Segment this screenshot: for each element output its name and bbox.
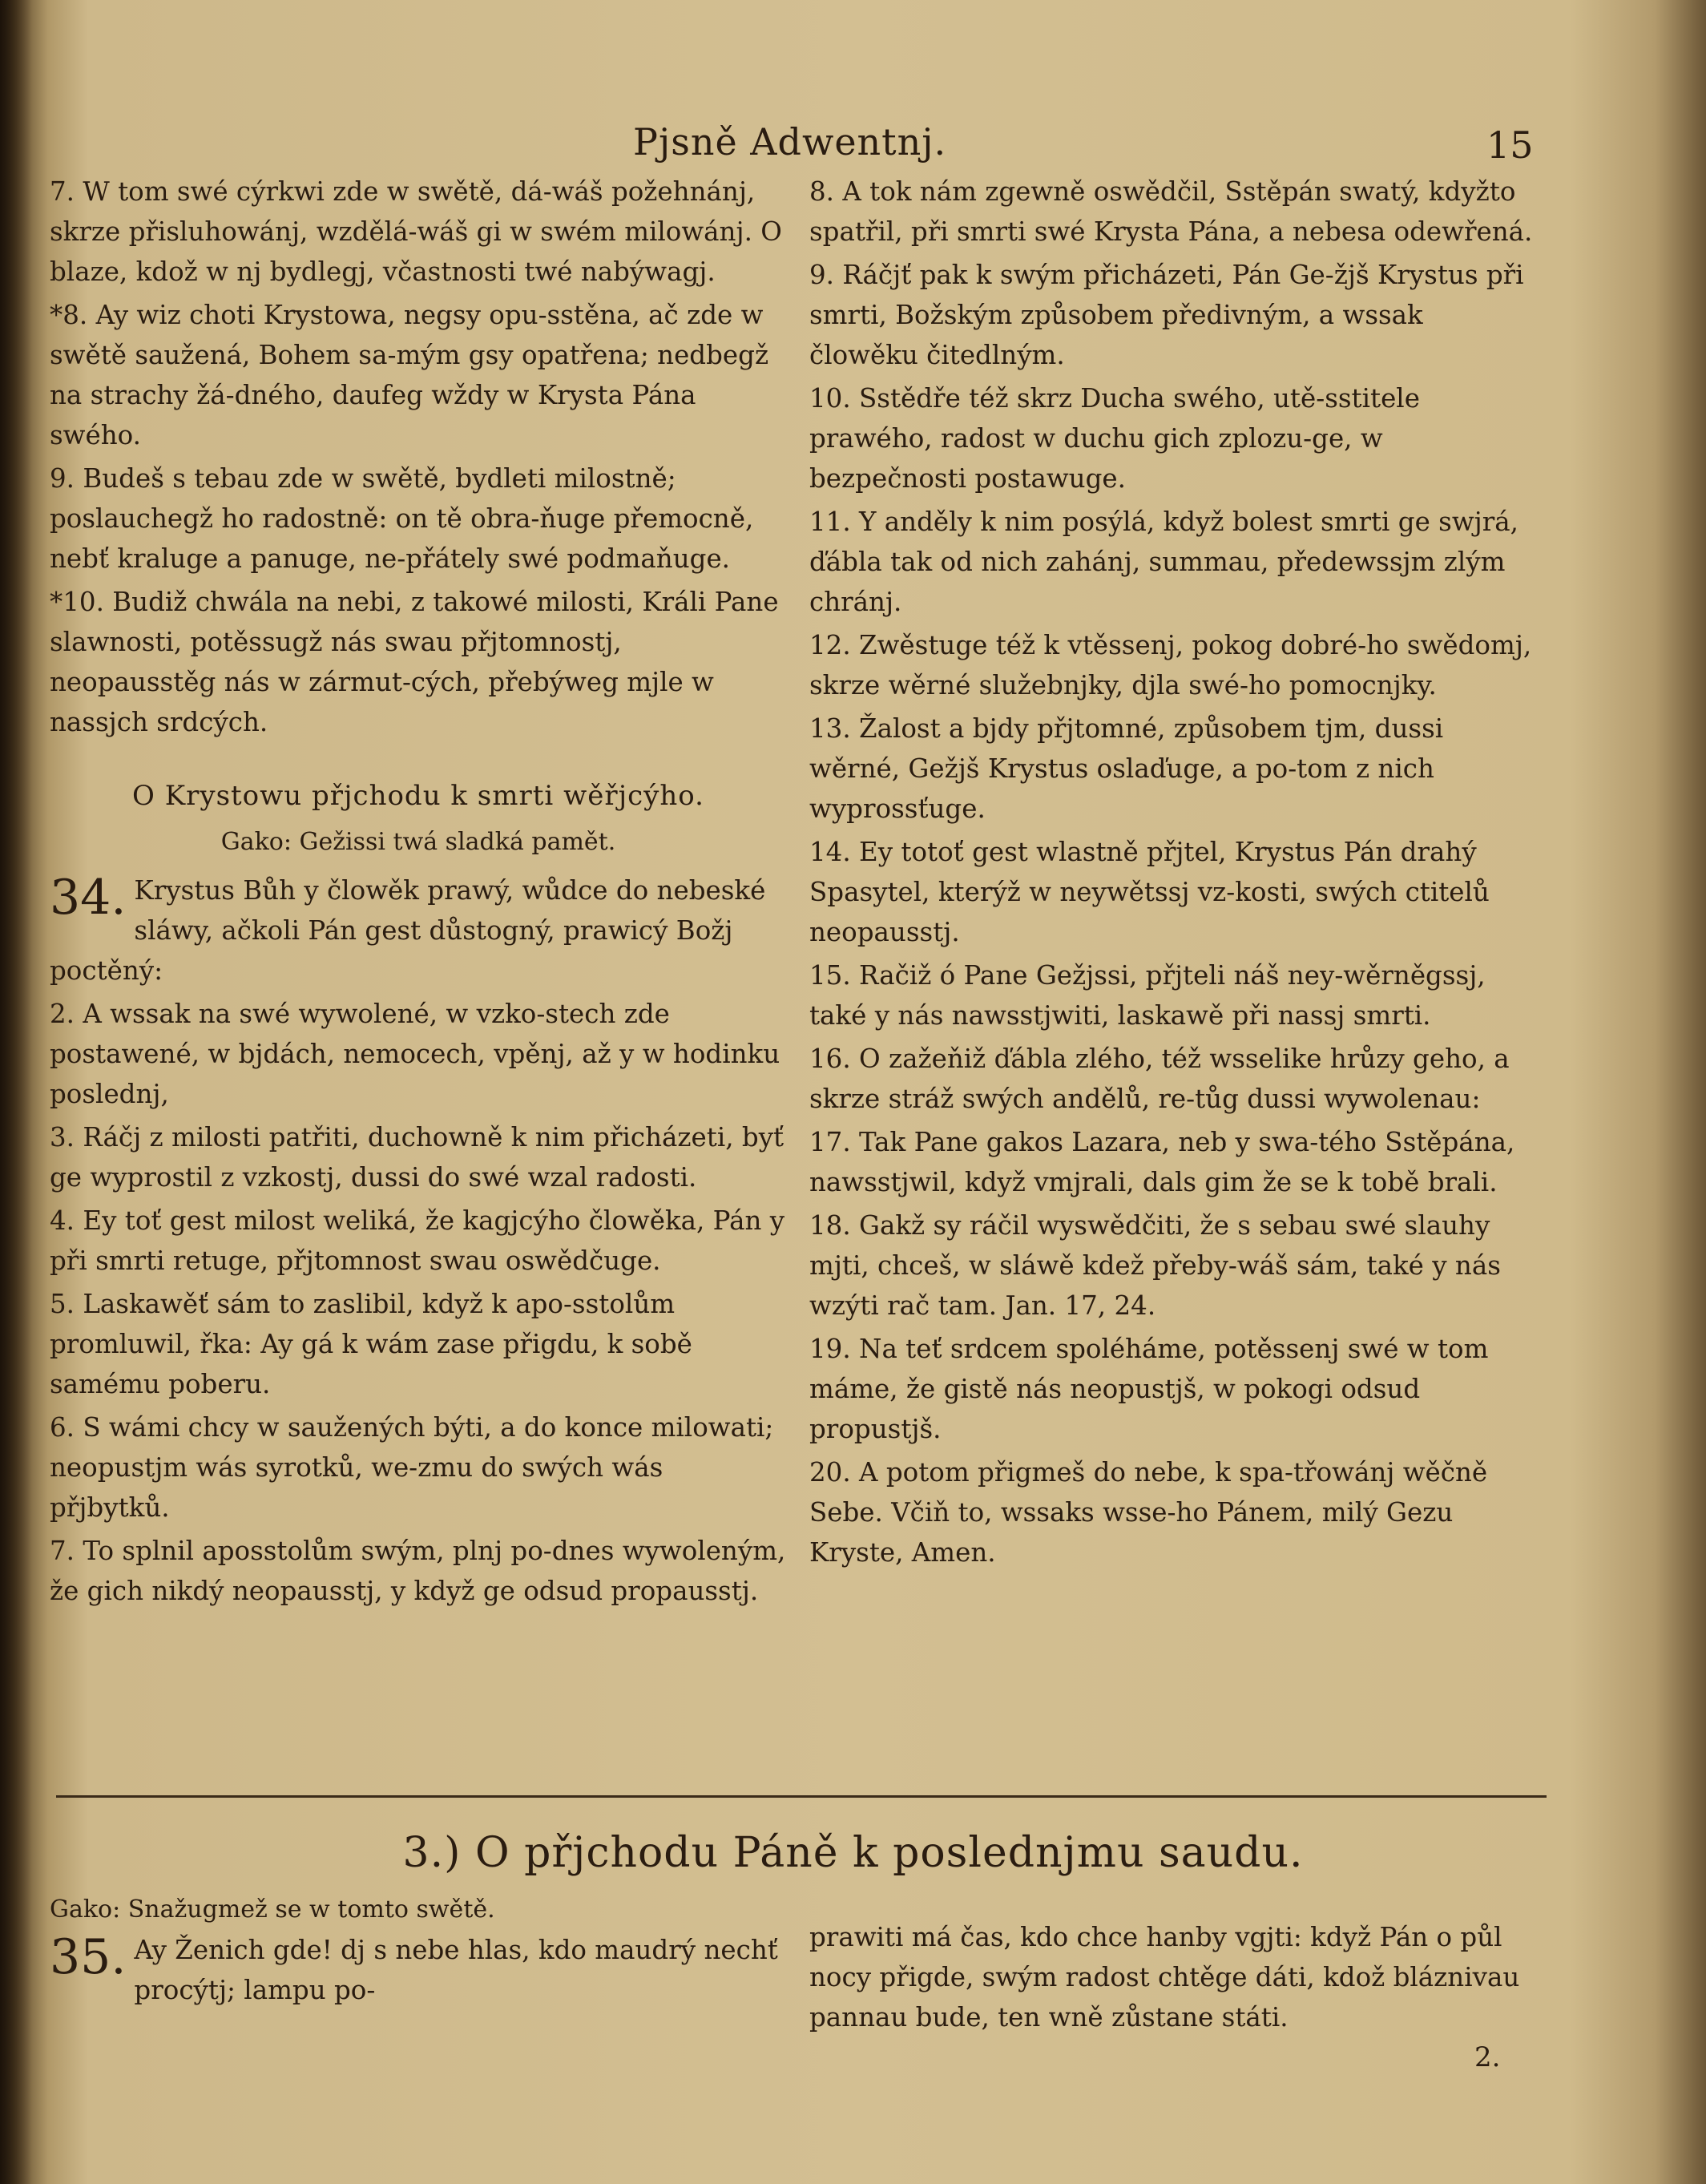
hymn-34-verse-14: 14. Ey totoť gest wlastně přjtel, Krystus Pán drahý Spasytel, kterýž w neywětssj vz-kosti, swých ctitelů neopausstj.	[809, 837, 1490, 947]
verse-7-left: 7. W tom swé cýrkwi zde w swětě, dá-wáš požehnánj, skrze přisluhowánj, wzdělá-wáš gi w swém milowánj. O blaze, kdož w nj bydlegj, včastnosti twé nabýwagj.	[50, 176, 782, 287]
hymn-34-verse-12: 12. Zwěstuge též k vtěssenj, pokog dobré-ho swědomj, skrze wěrné služebnjky, djla swé-ho pomocnjky.	[809, 630, 1532, 700]
hymn-34-verse-17: 17. Tak Pane gakos Lazara, neb y swa-tého Sstěpána, nawsstjwil, když vmjrali, dals gim že se k tobě brali.	[809, 1127, 1515, 1197]
left-column	[50, 172, 787, 1614]
hymn-34-verse-15: 15. Račiž ó Pane Gežjssi, přjteli náš ney-wěrněgssj, také y nás nawsstjwiti, laskawě při nassj smrti.	[809, 960, 1486, 1031]
hymn-34-start	[50, 870, 787, 991]
hymn-34-verse-2: 2. A wssak na swé wywolené, w vzko-stech zde postawené, w bjdách, nemocech, vpěnj, až y w hodinku poslednj,	[50, 999, 780, 1109]
hymn-34-verse-13: 13. Žalost a bjdy přjtomné, způsobem tjm, dussi wěrné, Gežjš Krystus oslaďuge, a po-tom z nich wyprossťuge.	[809, 713, 1444, 824]
hymn-35-verse-1-part-1: Ay Ženich gde! dj s nebe hlas, kdo maudrý nechť procýtj; lampu po-	[134, 1935, 778, 2005]
hymn-34-verse-8: 8. A tok nám zgewně oswědčil, Sstěpán swatý, kdyžto spatřil, při smrti swé Krysta Pána, a nebesa odewřená.	[809, 176, 1533, 247]
hymn-34-verse-5: 5. Laskawěť sám to zaslibil, když k apo-sstolům promluwil, řka: Ay gá k wám zase přigdu, k sobě samému poberu.	[50, 1289, 692, 1399]
hymn-34-verse-4: 4. Ey toť gest milost weliká, že kagjcýho člowěka, Pán y při smrti retuge, přjtomnost swau oswědčuge.	[50, 1205, 785, 1276]
verse-9-left: 9. Budeš s tebau zde w swětě, bydleti milostně; poslauchegž ho radostně: on tě obra-ňuge přemocně, nebť kraluge a panuge, ne-přátely swé podmaňuge.	[50, 463, 754, 574]
hymn-34-verse-7: 7. To splnil aposstolům swým, plnj po-dnes wywoleným, že gich nikdý neopausstj, y když ge odsud propausstj.	[50, 1536, 786, 1606]
hymn-34-verse-6: 6. S wámi chcy w saužených býti, a do konce milowati; neopustjm wás syrotků, we-zmu do swých wás přjbytků.	[50, 1412, 774, 1523]
hymn-35-start	[50, 1930, 787, 2010]
hymn-34-verse-18: 18. Gakž sy ráčil wyswědčiti, že s sebau swé slauhy mjti, chceš, w sláwě kdež přeby-wáš sám, také y nás wzýti rač tam. Jan. 17, 24.	[809, 1210, 1501, 1321]
tune-35: Gako: Snažugmež se w tomto swětě.	[50, 1895, 495, 1924]
page-header	[0, 120, 1706, 176]
hymn-34-verse-11: 11. Y anděly k nim posýlá, když bolest smrti ge swjrá, ďábla tak od nich zahánj, summau, předewssjm zlým chránj.	[809, 507, 1518, 617]
page-number: 15	[1486, 123, 1534, 167]
hymn-34-verse-20: 20. A potom přigmeš do nebe, k spa-třowánj wěčně Sebe. Včiň to, wssaks wsse-ho Pánem, milý Gezu Kryste, Amen.	[809, 1457, 1488, 1568]
tune-34: Gako: Gežissi twá sladká pamět.	[220, 828, 616, 856]
running-title: Pjsně Adwentnj.	[633, 120, 947, 163]
hymn-34-verse-16: 16. O zažeňiž ďábla zlého, též wsselike hrůzy geho, a skrze stráž swých andělů, re-tůg dussi wywolenau:	[809, 1044, 1510, 1114]
hymn-34-verse-10: 10. Sstědře též skrz Ducha swého, utě-sstitele prawého, radost w duchu gich zplozu-ge, w bezpečnosti postawuge.	[809, 383, 1420, 494]
hymn-35-right	[809, 1917, 1535, 2041]
right-column	[809, 172, 1535, 1576]
hymn-34-verse-19: 19. Na teť srdcem spoléháme, potěssenj swé w tom máme, že gistě nás neopustjš, w pokogi odsud propustjš.	[809, 1334, 1489, 1444]
hymn-35-left	[50, 1890, 787, 2013]
hymn-number-34: 34.	[50, 870, 127, 926]
verse-8-left: *8. Ay wiz choti Krystowa, negsy opu-sstěna, ač zde w swětě saužená, Bohem sa-mým gsy opatřena; nedbegž na strachy žá-dného, daufeg wždy w Krysta Pána swého.	[50, 300, 769, 450]
hymn-34-verse-1: Krystus Bůh y člowěk prawý, wůdce do nebeské sláwy, ačkoli Pán gest důstogný, prawicý Božj poctěný:	[50, 875, 766, 986]
hymn-34-verse-3: 3. Ráčj z milosti patřiti, duchowně k nim přicházeti, byť ge wyprostil z vzkostj, dussi do swé wzal radosti.	[50, 1122, 784, 1193]
hymn-34-verse-9: 9. Ráčjť pak k swým přicházeti, Pán Ge-žjš Krystus při smrti, Božským způsobem předivným, a wssak člowěku čitedlným.	[809, 260, 1524, 370]
song-title-34: O Krystowu přjchodu k smrti wěřjcýho.	[132, 780, 704, 812]
section-divider	[56, 1795, 1547, 1798]
section-title: 3.) O přjchodu Páně k poslednjmu saudu.	[402, 1829, 1304, 1877]
hymn-number-35: 35.	[50, 1929, 127, 1985]
hymn-35-verse-1-part-2: prawiti má čas, kdo chce hanby vgjti: když Pán o půl nocy přigde, swým radost chtěge dáti, kdož bláznivau pannau bude, ten wně zůstane státi.	[809, 1922, 1520, 2033]
catchword: 2.	[1474, 2041, 1501, 2073]
verse-10-left: *10. Budiž chwála na nebi, z takowé milosti, Králi Pane slawnosti, potěssugž nás swau přjtomnostj, neopausstěg nás w zármut-cých, přebýweg mjle w nassjch srdcých.	[50, 587, 779, 737]
